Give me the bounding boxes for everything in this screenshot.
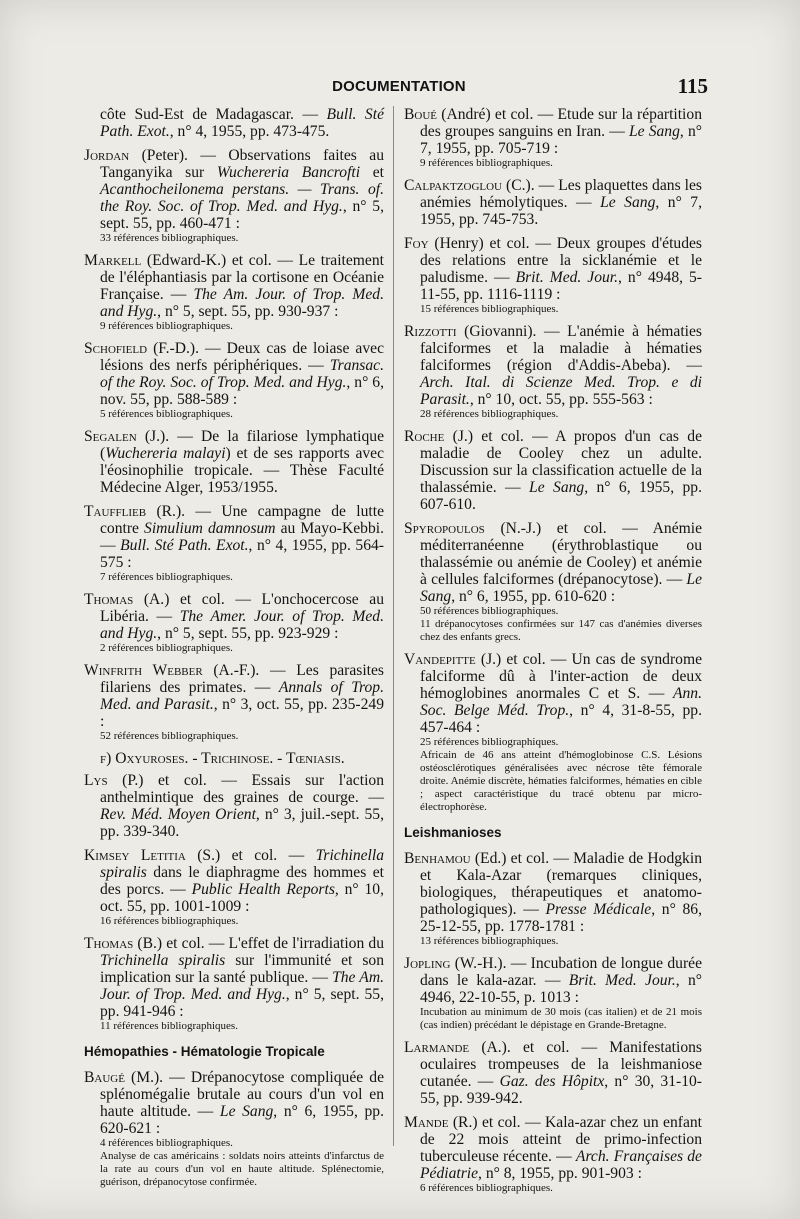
running-header xyxy=(84,74,714,104)
citation-details: , n° 10, oct. 55, pp. 1001-1009 : xyxy=(100,881,384,915)
reference-count: 7 références bibliographiques. xyxy=(100,571,233,583)
entry-text: (J.) et col. — A propos d'un cas de maladie de Cooley chez un adulte. Discussion sur la classification actuelle de la thalassémie. — xyxy=(420,428,702,496)
species-name: Wuchereria Bancrofti xyxy=(216,164,361,181)
author-name: Calpaktzoglou xyxy=(404,177,502,194)
author-name: Baugé xyxy=(84,1069,125,1086)
author-name: Jopling xyxy=(404,955,451,972)
citation-details: , n° 6, 1955, pp. 610-620 : xyxy=(451,588,616,605)
reference-entry xyxy=(404,428,702,513)
author-name: Spyropoulos xyxy=(404,520,485,537)
entry-text: (A.). et col. — Manifestations oculaires trompeuses de la leishmaniose cutanée. — xyxy=(420,1039,702,1090)
author-name: Boué xyxy=(404,106,438,123)
reference-count: 25 références bibliographiques. xyxy=(420,736,559,748)
journal-title: Brit. Med. Jour. xyxy=(515,269,619,286)
author-name: Jordan xyxy=(84,147,130,164)
abstract-note: Incubation au minimum de 30 mois (cas italien) et de 21 mois (cas indien) précédant le dépistage en Grande-Bretagne. xyxy=(420,1006,702,1031)
reference-entry xyxy=(404,1114,702,1195)
reference-entry xyxy=(84,428,384,496)
reference-entry xyxy=(84,340,384,421)
journal-title: The Am. Jour. of Trop. Med. and Hyg. xyxy=(100,969,384,1003)
running-title: DOCUMENTATION xyxy=(332,78,466,95)
entry-text: et xyxy=(360,164,384,181)
reference-count: 9 références bibliographiques. xyxy=(100,320,233,332)
journal-title: Transac. of the Roy. Soc. of Trop. Med. and Hyg. xyxy=(100,357,384,391)
entry-text: (R.). — Une campagne de lutte contre xyxy=(100,503,384,537)
author-name: Schofield xyxy=(84,340,148,357)
author-name: Markell xyxy=(84,252,142,269)
journal-title: Le Sang xyxy=(600,194,656,211)
citation-details: , n° 6, 1955, pp. 620-621 : xyxy=(100,1103,384,1137)
citation-details: , n° 3, juil.-sept. 55, pp. 339-340. xyxy=(100,806,384,840)
reference-entry xyxy=(84,106,384,140)
journal-title: Presse Médicale xyxy=(545,901,652,918)
reference-count: 5 références bibliographiques. xyxy=(100,408,233,420)
journal-title: Acanthocheilonema perstans. — Trans. of. the Roy. Soc. of Trop. Med. and Hyg. xyxy=(100,181,384,215)
entry-text: (André) et col. — Etude sur la répartition des groupes sanguins en Iran. — xyxy=(420,106,702,140)
reference-entry xyxy=(84,662,384,743)
reference-entry xyxy=(84,935,384,1033)
citation-details: , n° 5, sept. 55, pp. 460-471 : xyxy=(100,198,384,232)
citation-details: , n° 8, 1955, pp. 901-903 : xyxy=(478,1165,642,1182)
citation-details: , n° 5, sept. 55, pp. 941-946 : xyxy=(100,986,385,1020)
journal-title: Bull. Sté Path. Exot. xyxy=(120,537,249,554)
right-column xyxy=(404,106,702,1202)
journal-title: Bull. Sté Path. Exot. xyxy=(100,106,384,140)
citation-details: , n° 4, 1955, pp. 564-575 : xyxy=(100,537,384,571)
author-name: Thomas xyxy=(84,591,134,608)
journal-title: Gaz. des Hôpitx xyxy=(499,1073,605,1090)
journal-title: Le Sang xyxy=(529,479,585,496)
journal-title: Ann. Soc. Belge Méd. Trop. xyxy=(420,685,702,719)
reference-count: 52 références bibliographiques. xyxy=(100,730,239,742)
reference-entry xyxy=(404,177,702,228)
journal-title: The Am. Jour. of Trop. Med. and Hyg. xyxy=(100,286,384,320)
entry-text: (C.). — Les plaquettes dans les anémies hémolytiques. — xyxy=(420,177,702,211)
section-heading: Leishmanioses xyxy=(404,825,502,840)
subsection-letter: f) xyxy=(100,750,116,767)
author-name: Lys xyxy=(84,772,108,789)
author-name: Kimsey Letitia xyxy=(84,847,186,864)
entry-text: (Henry) et col. — Deux groupes d'études des relations entre la sicklanémie et le paludisme. — xyxy=(420,235,702,286)
citation-details: , n° 30, 31-10-55, pp. 939-942. xyxy=(420,1073,702,1107)
entry-text: (M.). — Drépanocytose compliquée de splénomégalie brutale au cours d'un vol en haute altitude. — xyxy=(100,1069,384,1120)
entry-text: (P.) et col. — Essais sur l'action anthelmintique des graines de courge. — xyxy=(100,772,384,806)
journal-title: Arch. Ital. di Scienze Med. Trop. e di Parasit. xyxy=(420,374,702,408)
reference-count: 11 références bibliographiques. xyxy=(100,1020,238,1032)
entry-text: (Ed.) et col. — Maladie de Hodgkin et Kala-Azar (remarques cliniques, biologiques, thérapeutiques et anatomo-pathologiques). — xyxy=(420,850,702,918)
reference-entry xyxy=(84,503,384,584)
citation-details: , n° 6, nov. 55, pp. 588-589 : xyxy=(100,374,384,408)
citation-details: , n° 4, 1955, pp. 473-475. xyxy=(169,123,330,140)
entry-text: (Edward-K.) et col. — Le traitement de l'éléphantiasis par la cortisone en Océanie Française. — xyxy=(100,252,384,303)
reference-entry xyxy=(404,235,702,316)
reference-entry xyxy=(84,772,384,840)
section-heading: Hémopathies - Hématologie Tropicale xyxy=(84,1044,325,1059)
citation-details: ) et de ses rapports avec l'éosinophilie tropicale. — Thèse Faculté Médecine Alger, 1953/1955. xyxy=(100,445,385,496)
abstract-note: Africain de 46 ans atteint d'hémoglobinose C.S. Lésions ostéosclérotiques généralisées avec nécrose tête fémorale droite. Anémie discrète, hématies falciformes, hématies en cible ; aspect caractéristique du tracé obtenu par micro-électrophorèse. xyxy=(420,749,702,813)
citation-details: , n° 86, 25-12-55, pp. 1778-1781 : xyxy=(420,901,702,935)
entry-text: (S.) et col. — xyxy=(185,847,316,864)
page-number: 115 xyxy=(677,74,708,98)
species-name: Trichinella spiralis xyxy=(100,952,226,969)
reference-entry xyxy=(404,106,702,170)
journal-title: Public Health Reports xyxy=(191,881,335,898)
citation-details: , n° 5, sept. 55, pp. 923-929 : xyxy=(157,625,339,642)
entry-text: (A.-F.). — Les parasites filariens des primates. — xyxy=(100,662,385,696)
citation-details: , n° 4948, 5-11-55, pp. 1116-1119 : xyxy=(420,269,702,303)
reference-count: 28 références bibliographiques. xyxy=(420,408,559,420)
author-name: Segalen xyxy=(84,428,137,445)
reference-count: 4 références bibliographiques. xyxy=(100,1137,233,1149)
reference-entry xyxy=(404,520,702,644)
species-name: Simulium damnosum xyxy=(144,520,276,537)
reference-entry xyxy=(404,651,702,814)
author-name: Winfrith Webber xyxy=(84,662,203,679)
reference-count: 6 références bibliographiques. xyxy=(420,1182,553,1194)
reference-entry xyxy=(84,1069,384,1189)
reference-entry xyxy=(404,1039,702,1107)
left-column xyxy=(84,106,384,1196)
reference-count: 16 références bibliographiques. xyxy=(100,915,239,927)
author-name: Thomas xyxy=(84,935,134,952)
entry-text: sur l'immunité et son implication sur la santé publique. — xyxy=(100,952,384,986)
abstract-note: Analyse de cas américains : soldats noirs atteints d'infarctus de la rate au cours d'un vol en haute altitude. Splénectomie, guérison, drépanocytose confirmée. xyxy=(100,1150,384,1188)
column-divider xyxy=(393,106,394,1146)
author-name: Roche xyxy=(404,428,445,445)
author-name: Vandepitte xyxy=(404,651,476,668)
reference-count: 13 références bibliographiques. xyxy=(420,935,559,947)
entry-text: (Giovanni). — L'anémie à hématies falciformes et la maladie à hématies falciformes (région d'Addis-Abeba). — xyxy=(420,323,702,374)
entry-text: (Peter). — Observations faites au Tanganyika sur xyxy=(100,147,384,181)
citation-details: , n° 4946, 22-10-55, p. 1013 : xyxy=(420,972,702,1006)
reference-count: 33 références bibliographiques. xyxy=(100,232,239,244)
author-name: Larmande xyxy=(404,1039,470,1056)
citation-details: , n° 6, 1955, pp. 607-610. xyxy=(420,479,702,513)
reference-entry xyxy=(84,147,384,245)
entry-text: (B.) et col. — L'effet de l'irradiation du xyxy=(133,935,384,952)
entry-text: côte Sud-Est de Madagascar. — xyxy=(100,106,327,123)
author-name: Taufflieb xyxy=(84,503,147,520)
reference-entry xyxy=(84,847,384,928)
reference-count: 15 références bibliographiques. xyxy=(420,303,559,315)
journal-title: Rev. Méd. Moyen Orient xyxy=(100,806,256,823)
subsection-heading xyxy=(84,750,384,767)
entry-text: dans le diaphragme des hommes et des porcs. — xyxy=(100,864,384,898)
journal-title: Brit. Med. Jour. xyxy=(568,972,676,989)
reference-count: 2 références bibliographiques. xyxy=(100,642,233,654)
entry-text: (J.) et col. — Un cas de syndrome falciforme dû à l'inter-action de deux hémoglobines anormales C et S. — xyxy=(420,651,702,702)
reference-entry xyxy=(84,591,384,655)
journal-title: Le Sang xyxy=(219,1103,274,1120)
citation-details: , n° 7, 1955, pp. 745-753. xyxy=(420,194,702,228)
reference-entry xyxy=(84,252,384,333)
citation-details: , n° 3, oct. 55, pp. 235-249 : xyxy=(100,696,384,730)
species-name: Trichinella spiralis xyxy=(100,847,385,881)
author-name: Benhamou xyxy=(404,850,471,867)
entry-text: au Mayo-Kebbi. — xyxy=(100,520,384,554)
author-name: Mande xyxy=(404,1114,449,1131)
journal-title: Arch. Françaises de Pédiatrie xyxy=(420,1148,702,1182)
citation-details: , n° 10, oct. 55, pp. 555-563 : xyxy=(469,391,653,408)
citation-details: , n° 7, 1955, pp. 705-719 : xyxy=(420,123,702,157)
journal-title: Le Sang xyxy=(420,571,702,605)
entry-text: (A.) et col. — L'onchocercose au Libéria. — xyxy=(100,591,384,625)
entry-text: (W.-H.). — Incubation de longue durée dans le kala-azar. — xyxy=(420,955,702,989)
journal-title: Annals of Trop. Med. and Parasit. xyxy=(100,679,384,713)
author-name: Rizzotti xyxy=(404,323,457,340)
reference-entry xyxy=(404,955,702,1032)
subsection-label: Oxyuroses. - Trichinose. - Tœniasis. xyxy=(115,750,345,767)
abstract-note: 11 drépanocytoses confirmées sur 147 cas d'anémies diverses chez des enfants grecs. xyxy=(420,618,702,643)
entry-text: (R.) et col. — Kala-azar chez un enfant de 22 mois atteint de primo-infection tuberculeuse récente. — xyxy=(420,1114,702,1165)
author-name: Foy xyxy=(404,235,429,252)
journal-title: The Amer. Jour. of Trop. Med. and Hyg. xyxy=(100,608,384,642)
journal-title: Le Sang xyxy=(628,123,680,140)
reference-entry xyxy=(404,850,702,948)
reference-count: 9 références bibliographiques. xyxy=(420,157,553,169)
entry-text: (N.-J.) et col. — Anémie méditerranéenne (érythroblastique ou thalassémie ou anémie de Cooley) et anémie à cellules falciformes (drépanocytose). — xyxy=(420,520,702,588)
reference-count: 50 références bibliographiques. xyxy=(420,605,559,617)
citation-details: , n° 5, sept. 55, pp. 930-937 : xyxy=(157,303,339,320)
species-name: Wuchereria malayi xyxy=(105,445,226,462)
citation-details: , n° 4, 31-8-55, pp. 457-464 : xyxy=(420,702,702,736)
reference-entry xyxy=(404,323,702,421)
entry-text: (J.). — De la filariose lymphatique ( xyxy=(100,428,384,462)
entry-text: (F.-D.). — Deux cas de loiase avec lésions des nerfs périphériques. — xyxy=(100,340,384,374)
